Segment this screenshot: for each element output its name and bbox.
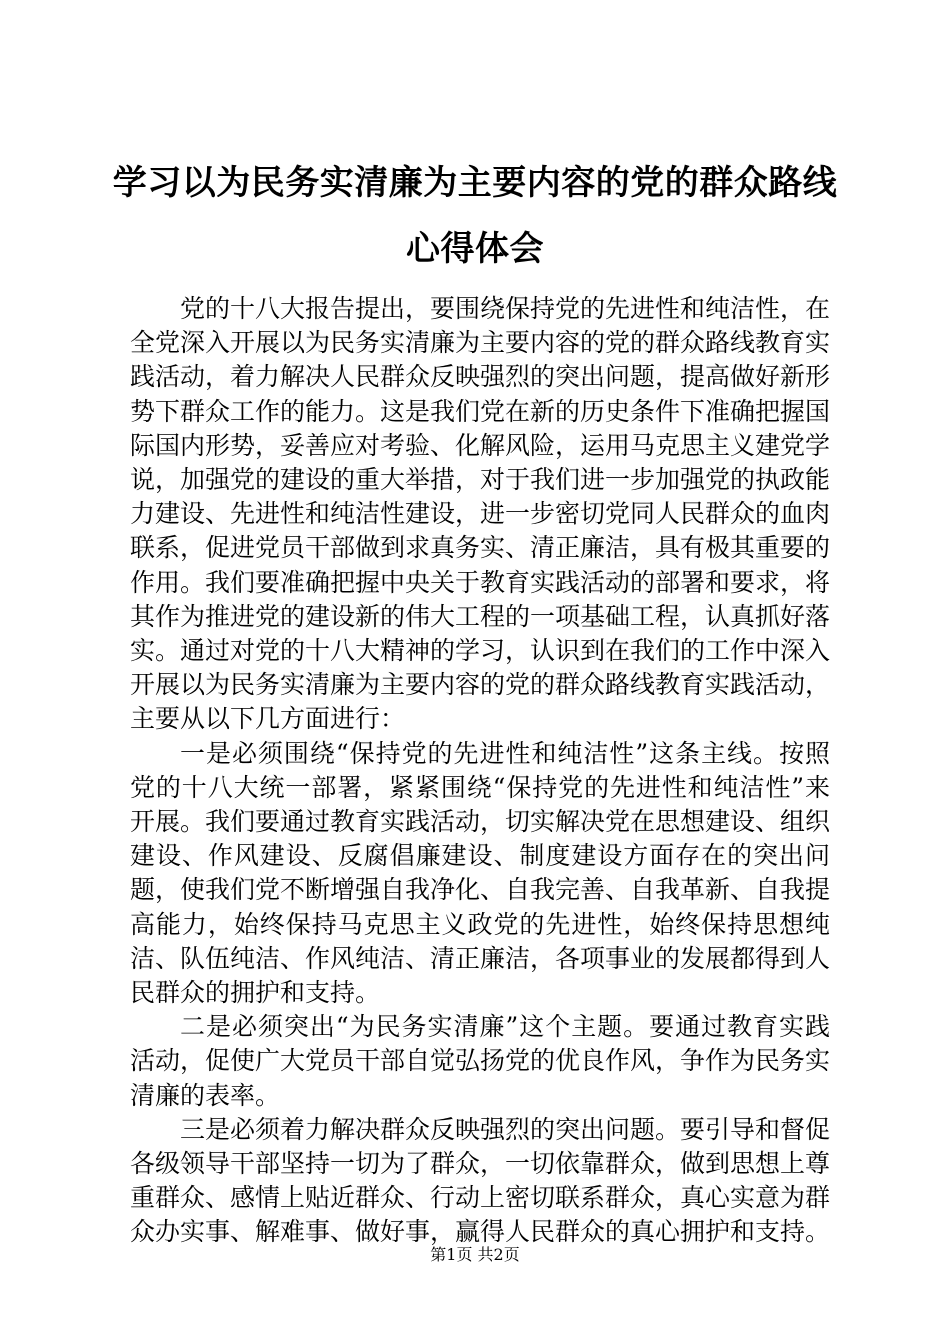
- paragraph-point-one: 一是必须围绕“保持党的先进性和纯洁性”这条主线。按照党的十八大统一部署，紧紧围绕“保持党的先进性和纯洁性”来开展。我们要通过教育实践活动，切实解决党在思想建设、组织建设、作风建设、反腐倡廉建设、制度建设方面存在的突出问题，使我们党不断增强自我净化、自我完善、自我革新、自我提高能力，始终保持马克思主义政党的先进性，始终保持思想纯洁、队伍纯洁、作风纯洁、清正廉洁，各项事业的发展都得到人民群众的拥护和支持。: [130, 738, 831, 1008]
- page-number-footer: 第1页 共2页: [430, 1245, 520, 1264]
- document-body: [130, 292, 830, 1250]
- paragraph-point-three: 三是必须着力解决群众反映强烈的突出问题。要引导和督促各级领导干部坚持一切为了群众，一切依靠群众，做到思想上尊重群众、感情上贴近群众、行动上密切联系群众，真心实意为群众办实事、解难事、做好事，赢得人民群众的真心拥护和支持。: [130, 1114, 831, 1247]
- document-title: 学习以为民务实清廉为主要内容的党的群众路线心得体会: [112, 163, 838, 269]
- paragraph-intro: 党的十八大报告提出，要围绕保持党的先进性和纯洁性，在全党深入开展以为民务实清廉为主要内容的党的群众路线教育实践活动，着力解决人民群众反映强烈的突出问题，提高做好新形势下群众工作的能力。这是我们党在新的历史条件下准确把握国际国内形势，妥善应对考验、化解风险，运用马克思主义建党学说，加强党的建设的重大举措，对于我们进一步加强党的执政能力建设、先进性和纯洁性建设，进一步密切党同人民群众的血肉联系，促进党员干部做到求真务实、清正廉洁，具有极其重要的作用。我们要准确把握中央关于教育实践活动的部署和要求，将其作为推进党的建设新的伟大工程的一项基础工程，认真抓好落实。通过对党的十八大精神的学习，认识到在我们的工作中深入开展以为民务实清廉为主要内容的党的群众路线教育实践活动，主要从以下几方面进行：: [130, 294, 831, 734]
- paragraph-point-two: 二是必须突出“为民务实清廉”这个主题。要通过教育实践活动，促使广大党员干部自觉弘扬党的优良作风，争作为民务实清廉的表率。: [130, 1012, 831, 1110]
